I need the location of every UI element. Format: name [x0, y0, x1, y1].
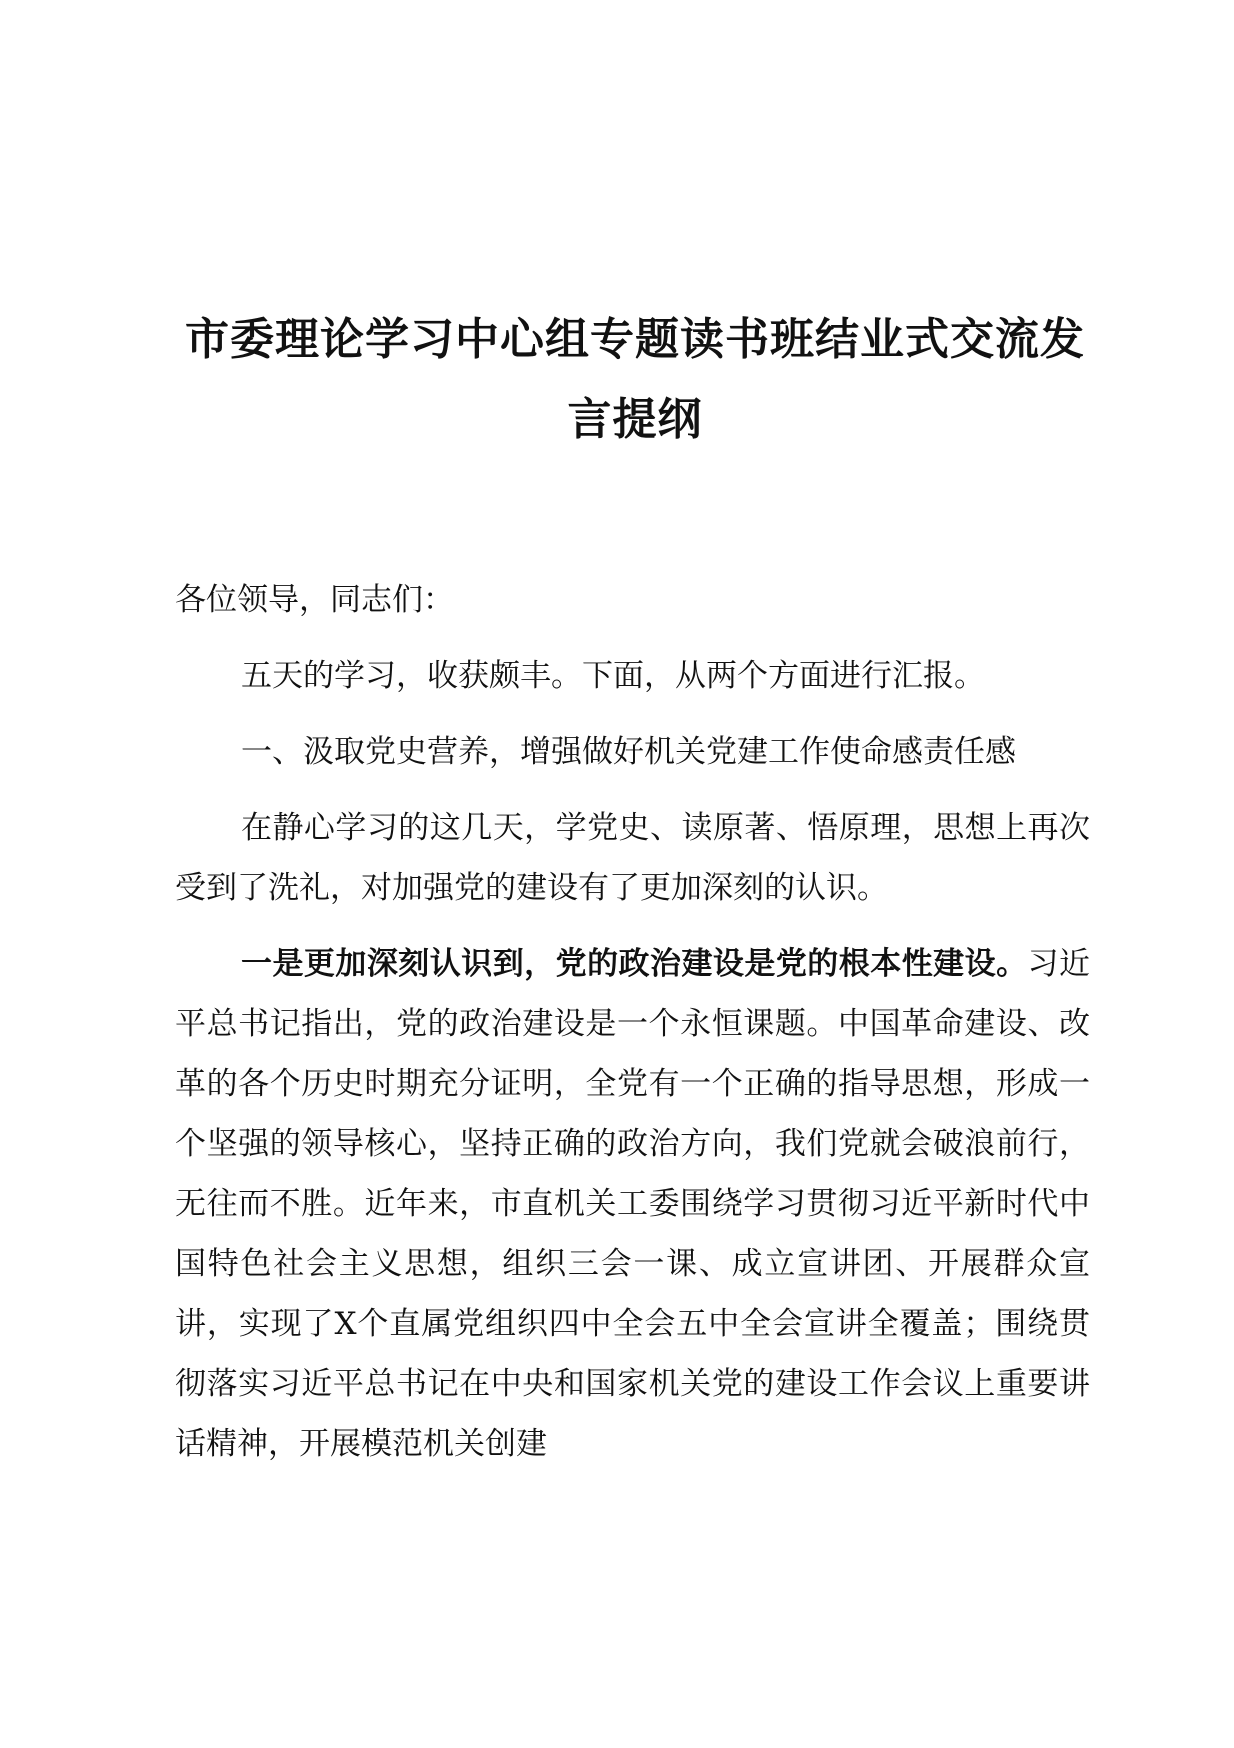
paragraph-2-lead: 一是更加深刻认识到，党的政治建设是党的根本性建设。	[241, 946, 1028, 982]
paragraph-2-body: 习近平总书记指出，党的政治建设是一个永恒课题。中国革命建设、改革的各个历史时期充分证明，全党有一个正确的指导思想，形成一个坚强的领导核心，坚持正确的政治方向，我们党就会破浪前行，无往而不胜。近年来，市直机关工委围绕学习贯彻习近平新时代中国特色社会主义思想，组织三会一课、成立宣讲团、开展群众宣讲，实现了X个直属党组织四中全会五中全会宣讲全覆盖；围绕贯彻落实习近平总书记在中央和国家机关党的建设工作会议上重要讲话精神，开展模范机关创建	[175, 946, 1091, 1462]
document-title: 市委理论学习中心组专题读书班结业式交流发言提纲	[185, 314, 1085, 445]
intro-paragraph: 五天的学习，收获颇丰。下面，从两个方面进行汇报。	[241, 658, 985, 694]
paragraph-1: 在静心学习的这几天，学党史、读原著、悟原理，思想上再次受到了洗礼，对加强党的建设有了更加深刻的认识。	[175, 810, 1090, 906]
paragraph-2	[175, 934, 1090, 1474]
document-body	[175, 570, 1090, 1474]
section-heading: 一、汲取党史营养，增强做好机关党建工作使命感责任感	[241, 734, 1016, 770]
salutation: 各位领导，同志们：	[175, 582, 454, 618]
